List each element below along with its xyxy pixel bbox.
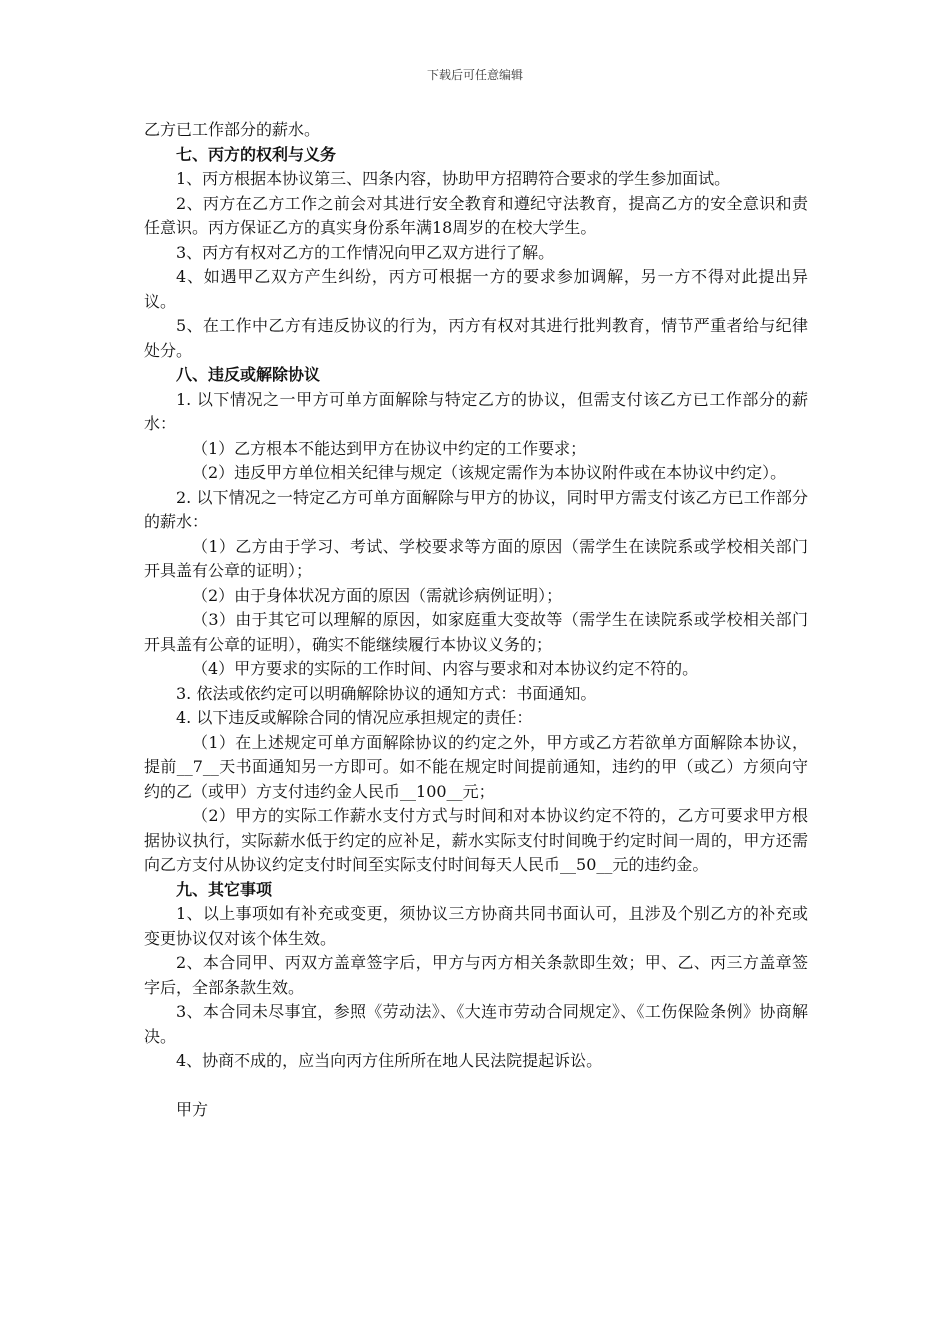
paragraph: 3、本合同未尽事宜，参照《劳动法》、《大连市劳动合同规定》、《工伤保险条例》协商解决。 xyxy=(144,1002,808,1046)
paragraph: 2. 以下情况之一特定乙方可单方面解除与甲方的协议，同时甲方需支付该乙方已工作部分的薪水： xyxy=(144,487,808,531)
clause-text: 元的违约金。 xyxy=(612,855,709,874)
clause-item: （1）乙方根本不能达到甲方在协议中约定的工作要求； xyxy=(192,438,587,458)
daily-penalty-value: __50__ xyxy=(560,855,613,874)
page-header: 下载后可任意编辑 xyxy=(426,68,523,82)
clause-item-penalty xyxy=(144,731,808,805)
section-heading-7: 七、丙方的权利与义务 xyxy=(176,144,337,164)
paragraph: 乙方已工作部分的薪水。 xyxy=(144,120,321,139)
paragraph: 3、丙方有权对乙方的工作情况向甲乙双方进行了解。 xyxy=(176,242,555,262)
clause-text: 元； xyxy=(462,781,495,801)
section-heading-8: 八、违反或解除协议 xyxy=(176,365,321,384)
paragraph: 4、协商不成的，应当向丙方住所所在地人民法院提起诉讼。 xyxy=(176,1051,603,1070)
notice-days-value: __7__ xyxy=(176,757,219,776)
clause-item: （2）违反甲方单位相关纪律与规定（该规定需作为本协议附件或在本协议中约定）。 xyxy=(192,463,787,482)
clause-text: （1）在上述规定可单方面解除协议的约定之外，甲方或乙方若欲单方面解除本协议，提前 xyxy=(144,732,808,776)
penalty-amount-value: __100__ xyxy=(400,781,463,801)
paragraph: 4. 以下违反或解除合同的情况应承担规定的责任： xyxy=(176,708,533,727)
paragraph: 5、在工作中乙方有违反协议的行为，丙方有权对其进行批判教育，情节严重者给与纪律处分。 xyxy=(144,316,808,360)
signature-party-a: 甲方 xyxy=(176,1099,209,1119)
clause-text: （2）甲方的实际工作薪水支付方式与时间和对本协议约定不符的，乙方可要求甲方根据协议执行，实际薪水低于约定的应补足，薪水实际支付时间晚于约定时间一周的，甲方还需向乙方支付从协议约定支付时间至实际支付时间每天人民币 xyxy=(144,806,808,874)
clause-item: （4）甲方要求的实际的工作时间、内容与要求和对本协议约定不符的。 xyxy=(192,659,699,678)
paragraph: 1. 以下情况之一甲方可单方面解除与特定乙方的协议，但需支付该乙方已工作部分的薪水： xyxy=(144,389,808,433)
paragraph: 2、丙方在乙方工作之前会对其进行安全教育和遵纪守法教育，提高乙方的安全意识和责任意识。丙方保证乙方的真实身份系年满18周岁的在校大学生。 xyxy=(144,193,808,237)
paragraph: 3. 依法或依约定可以明确解除协议的通知方式：书面通知。 xyxy=(176,683,597,703)
clause-item: （3）由于其它可以理解的原因，如家庭重大变故等（需学生在读院系或学校相关部门开具盖有公章的证明），确实不能继续履行本协议义务的； xyxy=(144,610,808,654)
paragraph: 4、如遇甲乙双方产生纠纷，丙方可根据一方的要求参加调解，另一方不得对此提出异议。 xyxy=(144,267,808,311)
paragraph: 1、以上事项如有补充或变更，须协议三方协商共同书面认可，且涉及个别乙方的补充或变更协议仅对该个体生效。 xyxy=(144,904,808,948)
clause-text: 天书面通知另一方即可。如不能在规定时间提前通知，违约的甲（或乙）方须向守约的乙（或甲）方支付违约金人民币 xyxy=(144,757,808,801)
clause-item: （1）乙方由于学习、考试、学校要求等方面的原因（需学生在读院系或学校相关部门开具盖有公章的证明）； xyxy=(144,536,808,580)
document-body xyxy=(144,118,808,1122)
clause-item: （2）由于身体状况方面的原因（需就诊病例证明）； xyxy=(192,585,563,605)
section-heading-9: 九、其它事项 xyxy=(176,879,273,899)
paragraph: 2、本合同甲、丙双方盖章签字后，甲方与丙方相关条款即生效；甲、乙、丙三方盖章签字后，全部条款生效。 xyxy=(144,953,808,997)
clause-item-salary xyxy=(144,804,808,878)
paragraph: 1、丙方根据本协议第三、四条内容，协助甲方招聘符合要求的学生参加面试。 xyxy=(176,169,731,188)
